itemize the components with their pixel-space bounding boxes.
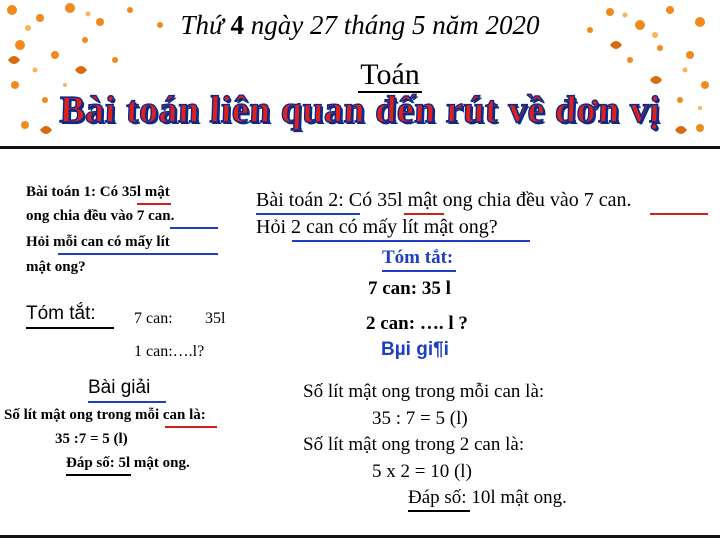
date-prefix: Thứ — [180, 10, 224, 40]
left-solution-sentence: Số lít mật ong trong mỗi can là: — [4, 407, 206, 423]
left-summary-cans: 7 can: — [134, 310, 173, 327]
subject-title — [0, 58, 720, 92]
right-solution-title: Bµi gi¶i — [381, 339, 449, 360]
date-day-number: 4 — [230, 10, 244, 40]
left-summary-one-can: 1 can:….l? — [134, 343, 205, 360]
left-problem-line-4: mật ong? — [26, 259, 86, 275]
left-problem-line-2: ong chia đều vào 7 can. — [26, 208, 175, 224]
left-summary-liters: 35l — [205, 310, 226, 327]
right-summary-line-1: 7 can: 35 l — [368, 278, 451, 299]
right-answer-underline — [408, 510, 470, 512]
right-solution-sentence-2: Số lít mật ong trong 2 can là: — [303, 434, 525, 455]
bottom-border — [0, 535, 720, 538]
right-summary-underline — [382, 270, 456, 272]
left-summary-label: Tóm tắt: — [26, 303, 96, 324]
date-line — [0, 10, 720, 41]
right-solution-sentence-1: Số lít mật ong trong mỗi can là: — [303, 381, 545, 402]
right-problem-line-1: Bài toán 2: Có 35l mật ong chia đều vào 7 can. — [256, 189, 632, 211]
right-underline-7can — [650, 213, 708, 215]
right-summary-label: Tóm tắt: — [382, 247, 454, 268]
right-calculation-1: 35 : 7 = 5 (l) — [372, 408, 468, 429]
right-calculation-2: 5 x 2 = 10 (l) — [372, 461, 472, 482]
left-problem-line-3: Hỏi mỗi can có mấy lít — [26, 234, 170, 250]
subject-label: Toán — [360, 58, 420, 91]
right-underline-bai-toan-2 — [256, 213, 360, 215]
left-solution-title: Bài giải — [88, 377, 151, 398]
right-answer: Đáp số: 10l mật ong. — [408, 487, 567, 508]
left-calculation: 35 :7 = 5 (l) — [55, 431, 128, 447]
left-solution-underline — [88, 401, 166, 403]
right-summary-line-2: 2 can: …. l ? — [366, 313, 468, 334]
left-summary-underline — [26, 327, 114, 329]
right-underline-question — [292, 240, 530, 242]
right-problem-line-2: Hỏi 2 can có mấy lít mật ong? — [256, 216, 498, 238]
left-underline-moi-can-2 — [165, 426, 217, 428]
right-underline-35l — [404, 213, 444, 215]
left-underline-7can — [170, 227, 218, 229]
left-underline-35l — [137, 203, 171, 205]
left-answer: Đáp số: 5l mật ong. — [66, 455, 190, 471]
date-rest: ngày 27 tháng 5 năm 2020 — [250, 10, 540, 40]
header-divider — [0, 146, 720, 149]
left-answer-underline — [66, 474, 131, 476]
left-underline-moi-can — [58, 253, 218, 255]
lesson-title: Bài toán liên quan đến rút về đơn vị — [58, 89, 662, 131]
left-problem-line-1: Bài toán 1: Có 35l mật — [26, 184, 170, 200]
